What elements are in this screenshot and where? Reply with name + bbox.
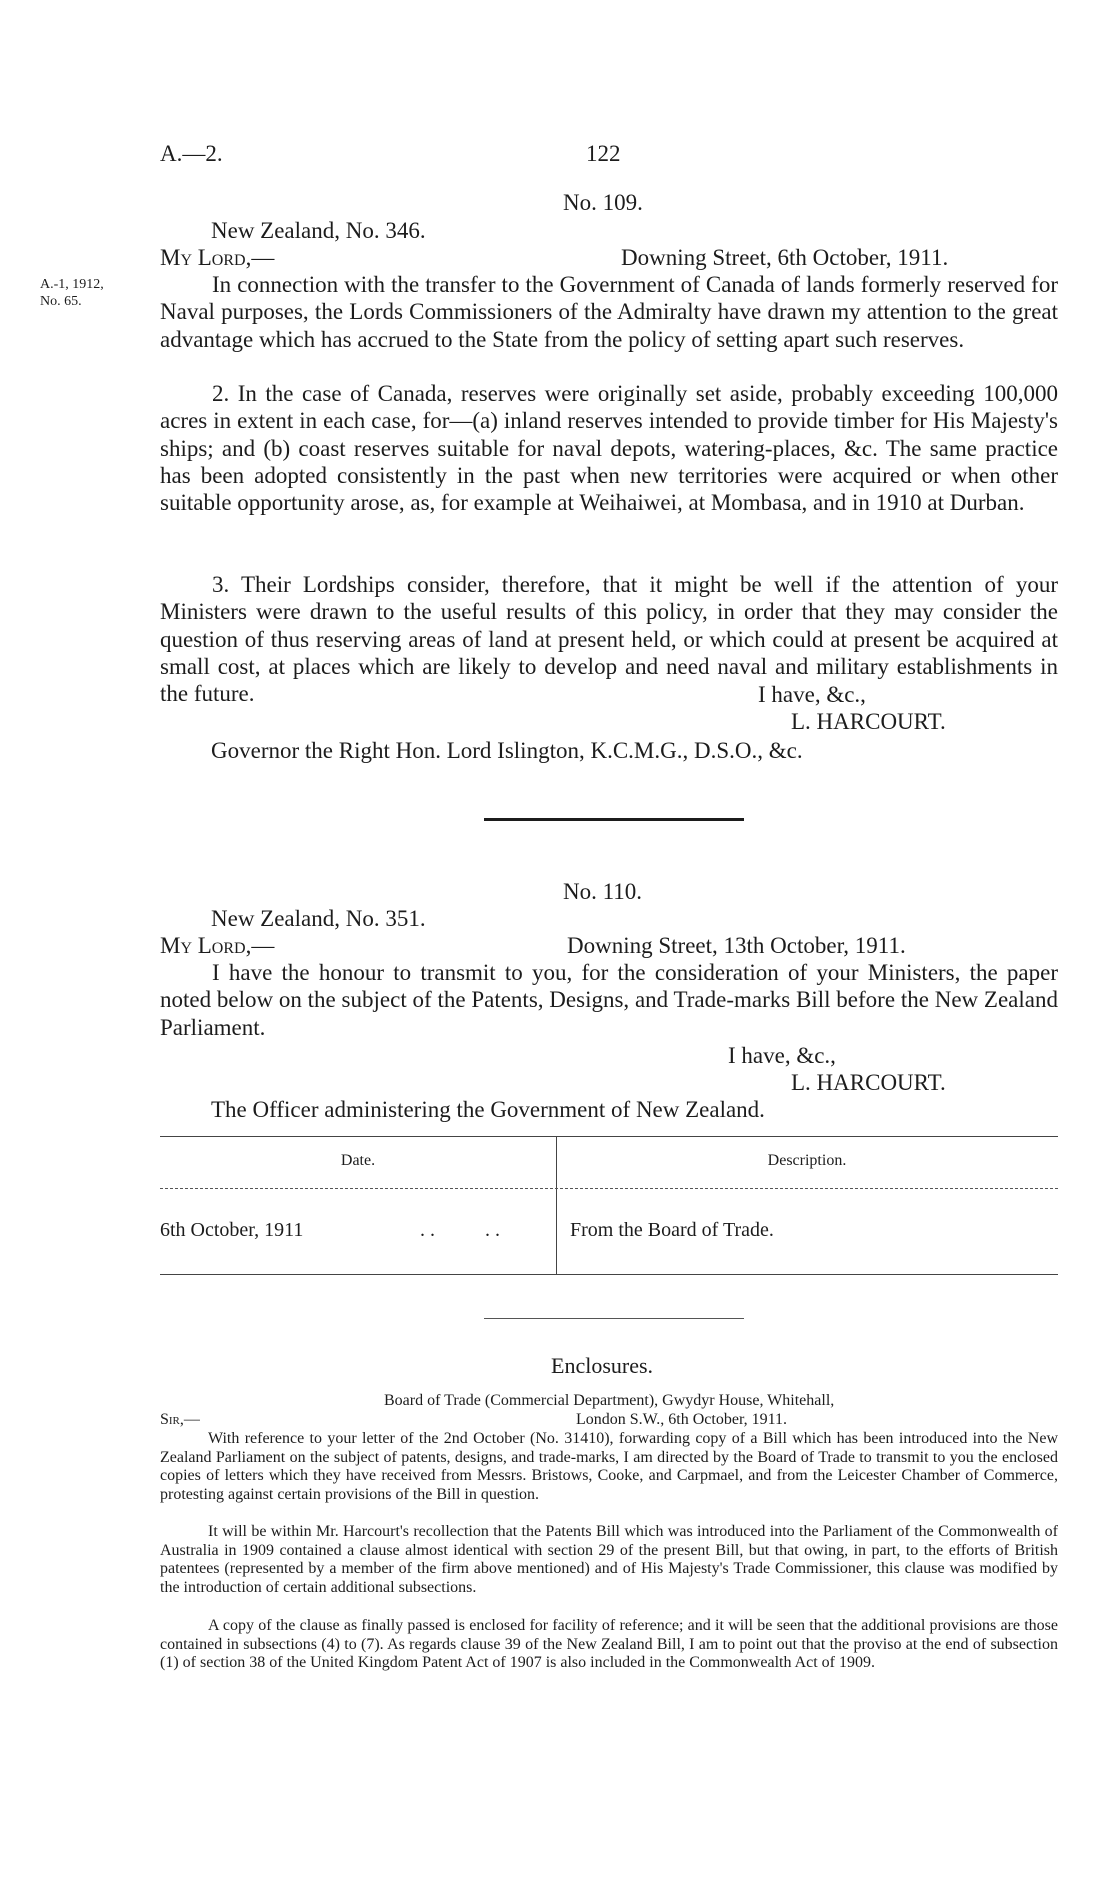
section-code: A.—2. xyxy=(160,141,223,166)
table-bottom-rule xyxy=(160,1274,1058,1275)
addressee: The Officer administering the Government of New Zealand. xyxy=(211,1097,765,1122)
enclosure-date-line: London S.W., 6th October, 1911. xyxy=(576,1411,788,1428)
letter-paragraph: In connection with the transfer to the Government of Canada of lands formerly reserved for Naval purposes, the Lords Commissioners of the Admiralty have drawn my attention to the great advantage which has accrued to the State from the policy of setting apart such reserves. xyxy=(160,272,1058,352)
letter-reference: New Zealand, No. 351. xyxy=(211,906,426,931)
addressee: Governor the Right Hon. Lord Islington, K.C.M.G., D.S.O., &c. xyxy=(211,738,803,763)
section-divider xyxy=(484,1318,744,1319)
enclosure-salutation: Sir,— xyxy=(160,1411,200,1428)
table-cell-description: From the Board of Trade. xyxy=(570,1219,774,1241)
signature: L. HARCOURT. xyxy=(791,709,946,734)
salutation: My Lord,— xyxy=(160,245,275,270)
place-date: Downing Street, 13th October, 1911. xyxy=(567,933,906,958)
letter-number: No. 110. xyxy=(563,879,643,904)
table-header-date: Date. xyxy=(340,1152,376,1169)
salutation: My Lord,— xyxy=(160,933,275,958)
letter-paragraph: 3. Their Lordships consider, therefore, that it might be well if the attention of your Ministers were drawn to the useful results of this policy, in order that they may consider the question of thus reserving areas of land at present held, or which could at present be acquired at small cost, at places which are likely to develop and need naval and military establishments in the future. xyxy=(160,572,1058,707)
signature: L. HARCOURT. xyxy=(791,1070,946,1095)
margin-note-line: No. 65. xyxy=(40,294,82,309)
enclosure-paragraph: With reference to your letter of the 2nd October (No. 31410), forwarding copy of a Bill which has been introduced into the New Zealand Parliament on the subject of patents, designs, and trade-marks, I am directed by the Board of Trade to transmit to you the enclosed copies of letters which they have received from Messrs. Bristows, Cooke, and Carpmael, and from the Leicester Chamber of Commerce, protesting against certain provisions of the Bill in question. xyxy=(160,1430,1058,1503)
enclosure-paragraph: A copy of the clause as finally passed is enclosed for facility of reference; and it will be seen that the additional provisions are those contained in subsections (4) to (7). As regards clause 39 of the New Zealand Bill, I am to point out that the proviso at the end of subsection (1) of section 38 of the United Kingdom Patent Act of 1907 is also included in the Commonwealth Act of 1909. xyxy=(160,1617,1058,1671)
section-divider xyxy=(484,818,744,821)
table-header-description: Description. xyxy=(767,1152,847,1169)
table-header-rule xyxy=(160,1188,1058,1189)
place-date: Downing Street, 6th October, 1911. xyxy=(621,245,949,270)
enclosure-paragraph: It will be within Mr. Harcourt's recollection that the Patents Bill which was introduced into the Parliament of the Commonwealth of Australia in 1909 contained a clause almost identical with section 29 of the present Bill, but that owing, in part, to the efforts of British patentees (represented by a member of the firm above mentioned) and of His Majesty's Trade Commissioner, this clause was modified by the introduction of certain additional subsections. xyxy=(160,1523,1058,1596)
letter-paragraph: 2. In the case of Canada, reserves were originally set aside, probably exceeding 100,000 acres in extent in each case, for—(a) inland reserves intended to provide timber for His Majesty's ships; and (b) coast reserves suitable for naval depots, watering-places, &c. The same practice has been adopted consistently in the past when new territories were acquired or when other suitable opportunity arose, as, for example at Weihaiwei, at Mombasa, and in 1910 at Durban. xyxy=(160,381,1058,516)
enclosures-title: Enclosures. xyxy=(551,1353,654,1378)
letter-reference: New Zealand, No. 346. xyxy=(211,218,426,243)
margin-note-line: A.-1, 1912, xyxy=(40,277,104,292)
closing: I have, &c., xyxy=(728,1043,836,1068)
table-cell-leader: . . . . xyxy=(420,1219,500,1241)
enclosure-from-line: Board of Trade (Commercial Department), Gwydyr House, Whitehall, xyxy=(384,1392,835,1409)
letter-paragraph: I have the honour to transmit to you, for the consideration of your Ministers, the paper noted below on the subject of the Patents, Designs, and Trade-marks Bill before the New Zealand Parliament. xyxy=(160,960,1058,1040)
margin-note xyxy=(40,276,104,310)
table-top-rule xyxy=(160,1136,1058,1137)
closing: I have, &c., xyxy=(758,682,866,707)
page-number: 122 xyxy=(586,141,621,166)
letter-number: No. 109. xyxy=(563,190,643,215)
table-cell-date: 6th October, 1911 xyxy=(160,1219,304,1241)
